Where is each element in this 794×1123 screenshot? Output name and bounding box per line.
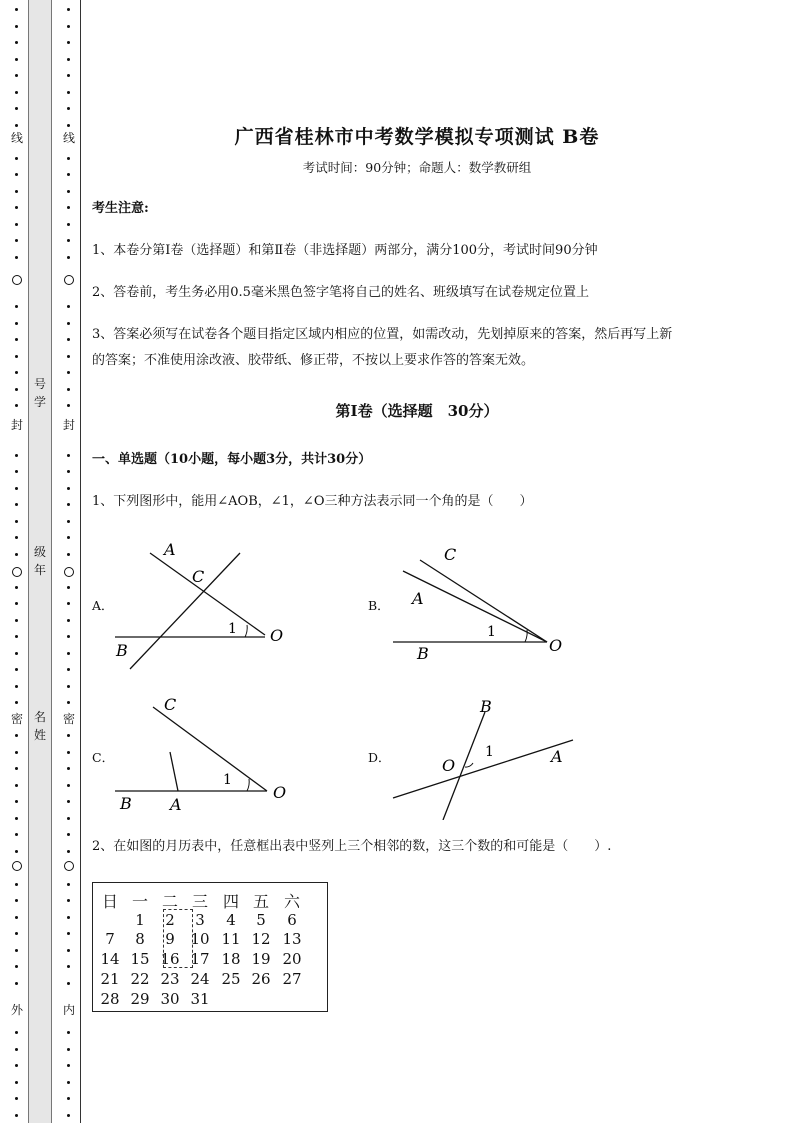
outer-dot <box>15 899 18 902</box>
inner-dot <box>67 635 70 638</box>
outer-dot <box>15 833 18 836</box>
fig-d-label-b: B <box>480 697 492 716</box>
inner-dot <box>67 454 70 457</box>
outer-dot <box>15 850 18 853</box>
outer-dot <box>15 173 18 176</box>
option-c-label: C． <box>92 750 115 765</box>
fig-d-label-1: 1 <box>485 744 494 760</box>
outer-dot <box>15 668 18 671</box>
outer-dot <box>15 74 18 77</box>
fig-c-label-a: A <box>170 795 182 814</box>
outer-dot <box>15 1031 18 1034</box>
calendar-day-cell: 2 <box>165 911 175 929</box>
fig-c-label-b: B <box>120 794 132 813</box>
outer-dot <box>15 223 18 226</box>
calendar-day-cell: 31 <box>190 990 210 1008</box>
inner-dot <box>67 371 70 374</box>
inner-dot <box>67 305 70 308</box>
inner-dot <box>67 553 70 556</box>
outer-dot <box>15 190 18 193</box>
inner-dot <box>67 767 70 770</box>
figure-a <box>110 535 290 675</box>
outer-dot <box>15 355 18 358</box>
outer-dot <box>15 982 18 985</box>
calendar-day-cell: 25 <box>221 970 241 988</box>
inner-dot <box>67 173 70 176</box>
inner-dot <box>67 586 70 589</box>
fig-d-label-o: O <box>442 756 456 775</box>
outer-dot <box>15 454 18 457</box>
inner-dot <box>67 223 70 226</box>
figure-c <box>110 690 300 820</box>
calendar-day-cell: 6 <box>287 911 297 929</box>
inner-dot <box>67 833 70 836</box>
outer-mark-2: 密 <box>10 712 23 726</box>
outer-mark-1: 封 <box>10 418 23 432</box>
outer-dot <box>15 602 18 605</box>
inner-dot <box>67 1064 70 1067</box>
calendar-header-cell: 五 <box>252 892 269 911</box>
outer-dot <box>15 1048 18 1051</box>
calendar-day-cell: 20 <box>282 950 302 968</box>
outer-circle <box>12 567 22 577</box>
calendar-day-cell: 10 <box>190 930 210 948</box>
inner-dot <box>67 784 70 787</box>
calendar-day-cell: 12 <box>251 930 271 948</box>
fig-b-label-a: A <box>412 589 424 608</box>
calendar-day-cell: 19 <box>251 950 271 968</box>
calendar-table <box>92 882 328 1012</box>
outer-dot <box>15 784 18 787</box>
inner-dot <box>67 8 70 11</box>
binding-margin <box>0 0 90 1123</box>
figure-d <box>385 690 585 820</box>
inner-dot <box>67 487 70 490</box>
calendar-day-cell: 3 <box>195 911 205 929</box>
page-title: 广西省桂林市中考数学模拟专项测试 B卷 <box>234 126 600 148</box>
calendar-header-cell: 三 <box>191 892 208 911</box>
outer-dot <box>15 107 18 110</box>
calendar-day-cell: 17 <box>190 950 210 968</box>
outer-dot <box>15 619 18 622</box>
fig-b-label-1: 1 <box>487 624 496 640</box>
outer-dot <box>15 652 18 655</box>
section-title: 第I卷（选择题 30分） <box>335 402 499 420</box>
notice-item-3-cont: 的答案；不准使用涂改液、胶带纸、修正带，不按以上要求作答的答案无效。 <box>92 353 535 368</box>
outer-dot <box>15 388 18 391</box>
outer-dot <box>15 817 18 820</box>
outer-dot <box>15 256 18 259</box>
option-a-label: A． <box>92 598 114 613</box>
outer-dot <box>15 701 18 704</box>
outer-dot-column <box>10 0 24 1123</box>
outer-dot <box>15 124 18 127</box>
calendar-day-cell: 28 <box>100 990 120 1008</box>
outer-dot <box>15 503 18 506</box>
calendar-day-cell: 5 <box>256 911 266 929</box>
outer-circle <box>12 275 22 285</box>
notice-heading: 考生注意: <box>92 201 149 216</box>
inner-dot <box>67 932 70 935</box>
calendar-day-cell: 13 <box>282 930 302 948</box>
inner-dot <box>67 520 70 523</box>
fig-c-label-c: C <box>164 695 177 714</box>
option-b-label: B． <box>368 598 390 613</box>
outer-dot <box>15 487 18 490</box>
inner-dot <box>67 899 70 902</box>
calendar-day-cell: 30 <box>160 990 180 1008</box>
outer-dot <box>15 1097 18 1100</box>
calendar-day-cell: 15 <box>130 950 150 968</box>
fig-c-label-1: 1 <box>223 772 232 788</box>
outer-mark-0: 线 <box>10 131 23 145</box>
outer-dot <box>15 305 18 308</box>
calendar-header-cell: 六 <box>283 892 300 911</box>
inner-dot <box>67 503 70 506</box>
inner-dot <box>67 157 70 160</box>
inner-dot <box>67 239 70 242</box>
page-subtitle: 考试时间：90分钟；命题人：数学教研组 <box>302 160 532 175</box>
inner-dot <box>67 883 70 886</box>
outer-dot <box>15 25 18 28</box>
calendar-day-cell: 1 <box>135 911 145 929</box>
inner-dot <box>67 982 70 985</box>
calendar-header-cell: 一 <box>131 892 148 911</box>
inner-dot <box>67 1114 70 1117</box>
band-label-student-id: 号 学 <box>34 377 47 409</box>
calendar-day-cell: 9 <box>165 930 175 948</box>
fig-a-label-o: O <box>270 626 284 645</box>
inner-dot <box>67 1048 70 1051</box>
fig-a-label-b: B <box>116 641 128 660</box>
outer-dot <box>15 157 18 160</box>
calendar-day-cell: 29 <box>130 990 150 1008</box>
calendar-day-cell: 7 <box>105 930 115 948</box>
outer-dot <box>15 338 18 341</box>
outer-dot <box>15 553 18 556</box>
outer-dot <box>15 751 18 754</box>
outer-dot <box>15 322 18 325</box>
inner-dot <box>67 206 70 209</box>
outer-dot <box>15 1114 18 1117</box>
inner-dot <box>67 949 70 952</box>
calendar-header-cell: 日 <box>101 892 118 911</box>
outer-dot <box>15 404 18 407</box>
fig-d-label-a: A <box>551 747 563 766</box>
calendar-header-cell: 四 <box>222 892 239 911</box>
calendar-day-cell: 21 <box>100 970 120 988</box>
inner-dot <box>67 74 70 77</box>
band-label-name: 名 姓 <box>34 710 47 742</box>
outer-dot <box>15 734 18 737</box>
inner-dot <box>67 850 70 853</box>
calendar-day-cell: 23 <box>160 970 180 988</box>
band-label-grade: 级 年 <box>34 545 47 577</box>
option-d-label: D． <box>368 750 391 765</box>
outer-dot <box>15 58 18 61</box>
outer-dot <box>15 949 18 952</box>
inner-mark-2: 密 <box>62 712 75 726</box>
calendar-day-cell: 16 <box>160 950 180 968</box>
outer-dot <box>15 1081 18 1084</box>
outer-dot <box>15 41 18 44</box>
inner-dot <box>67 58 70 61</box>
inner-circle <box>64 275 74 285</box>
inner-dot <box>67 355 70 358</box>
outer-dot <box>15 767 18 770</box>
fig-a-label-a: A <box>164 540 176 559</box>
notice-item-1: 1、本卷分第I卷（选择题）和第Ⅱ卷（非选择题）两部分，满分100分，考试时间90分钟 <box>92 243 598 258</box>
calendar-day-cell: 18 <box>221 950 241 968</box>
calendar-day-cell: 11 <box>221 930 241 948</box>
fig-a-label-c: C <box>192 567 205 586</box>
fig-b-label-b: B <box>417 644 429 663</box>
inner-dot <box>67 41 70 44</box>
inner-dot <box>67 1097 70 1100</box>
inner-dot <box>67 256 70 259</box>
inner-dot <box>67 107 70 110</box>
inner-dot <box>67 916 70 919</box>
inner-dot <box>67 685 70 688</box>
fig-c-label-o: O <box>273 783 287 802</box>
inner-circle <box>64 567 74 577</box>
inner-dot <box>67 734 70 737</box>
inner-dot <box>67 25 70 28</box>
inner-dot <box>67 322 70 325</box>
inner-dot <box>67 701 70 704</box>
inner-dot <box>67 91 70 94</box>
outer-dot <box>15 8 18 11</box>
inner-dot <box>67 817 70 820</box>
notice-item-3: 3、答案必须写在试卷各个题目指定区域内相应的位置，如需改动，先划掉原来的答案，然后再写上新 <box>92 327 673 342</box>
outer-dot <box>15 239 18 242</box>
outer-circle <box>12 861 22 871</box>
outer-mark-3: 外 <box>10 1003 23 1017</box>
outer-dot <box>15 206 18 209</box>
inner-dot <box>67 404 70 407</box>
inner-mark-0: 线 <box>62 131 75 145</box>
calendar-day-cell: 14 <box>100 950 120 968</box>
fig-a-label-1: 1 <box>228 621 237 637</box>
inner-dot <box>67 1081 70 1084</box>
outer-dot <box>15 685 18 688</box>
inner-dot <box>67 652 70 655</box>
inner-dot-column <box>62 0 76 1123</box>
question-1-text: 1、下列图形中，能用∠AOB，∠1，∠O三种方法表示同一个角的是（ ） <box>92 494 533 509</box>
outer-dot <box>15 883 18 886</box>
calendar-day-cell: 8 <box>135 930 145 948</box>
inner-dot <box>67 965 70 968</box>
inner-dot <box>67 124 70 127</box>
inner-dot <box>67 751 70 754</box>
fig-b-label-o: O <box>549 636 563 655</box>
calendar-day-cell: 4 <box>226 911 236 929</box>
outer-dot <box>15 371 18 374</box>
fig-b-label-c: C <box>444 545 457 564</box>
outer-dot <box>15 536 18 539</box>
outer-dot <box>15 1064 18 1067</box>
calendar-day-cell: 26 <box>251 970 271 988</box>
inner-mark-1: 封 <box>62 418 75 432</box>
question-2-text: 2、在如图的月历表中，任意框出表中竖列上三个相邻的数，这三个数的和可能是（ ）. <box>92 839 612 854</box>
inner-dot <box>67 388 70 391</box>
notice-item-2: 2、答卷前，考生务必用0.5毫米黑色签字笔将自己的姓名、班级填写在试卷规定位置上 <box>92 285 589 300</box>
outer-dot <box>15 91 18 94</box>
outer-dot <box>15 965 18 968</box>
outer-dot <box>15 932 18 935</box>
calendar-dashed-frame <box>163 909 193 968</box>
outer-dot <box>15 470 18 473</box>
outer-dot <box>15 800 18 803</box>
outer-dot <box>15 916 18 919</box>
inner-dot <box>67 602 70 605</box>
inner-dot <box>67 800 70 803</box>
calendar-day-cell: 27 <box>282 970 302 988</box>
margin-cut-line <box>80 0 81 1123</box>
inner-dot <box>67 190 70 193</box>
inner-mark-3: 内 <box>62 1003 75 1017</box>
calendar-day-cell: 24 <box>190 970 210 988</box>
inner-circle <box>64 861 74 871</box>
inner-dot <box>67 536 70 539</box>
inner-dot <box>67 470 70 473</box>
inner-dot <box>67 668 70 671</box>
inner-dot <box>67 619 70 622</box>
inner-dot <box>67 1031 70 1034</box>
outer-dot <box>15 520 18 523</box>
calendar-header-cell: 二 <box>161 892 178 911</box>
outer-dot <box>15 635 18 638</box>
inner-dot <box>67 338 70 341</box>
part-heading: 一、单选题（10小题，每小题3分，共计30分） <box>92 452 372 467</box>
outer-dot <box>15 586 18 589</box>
figure-b <box>385 538 575 668</box>
calendar-day-cell: 22 <box>130 970 150 988</box>
